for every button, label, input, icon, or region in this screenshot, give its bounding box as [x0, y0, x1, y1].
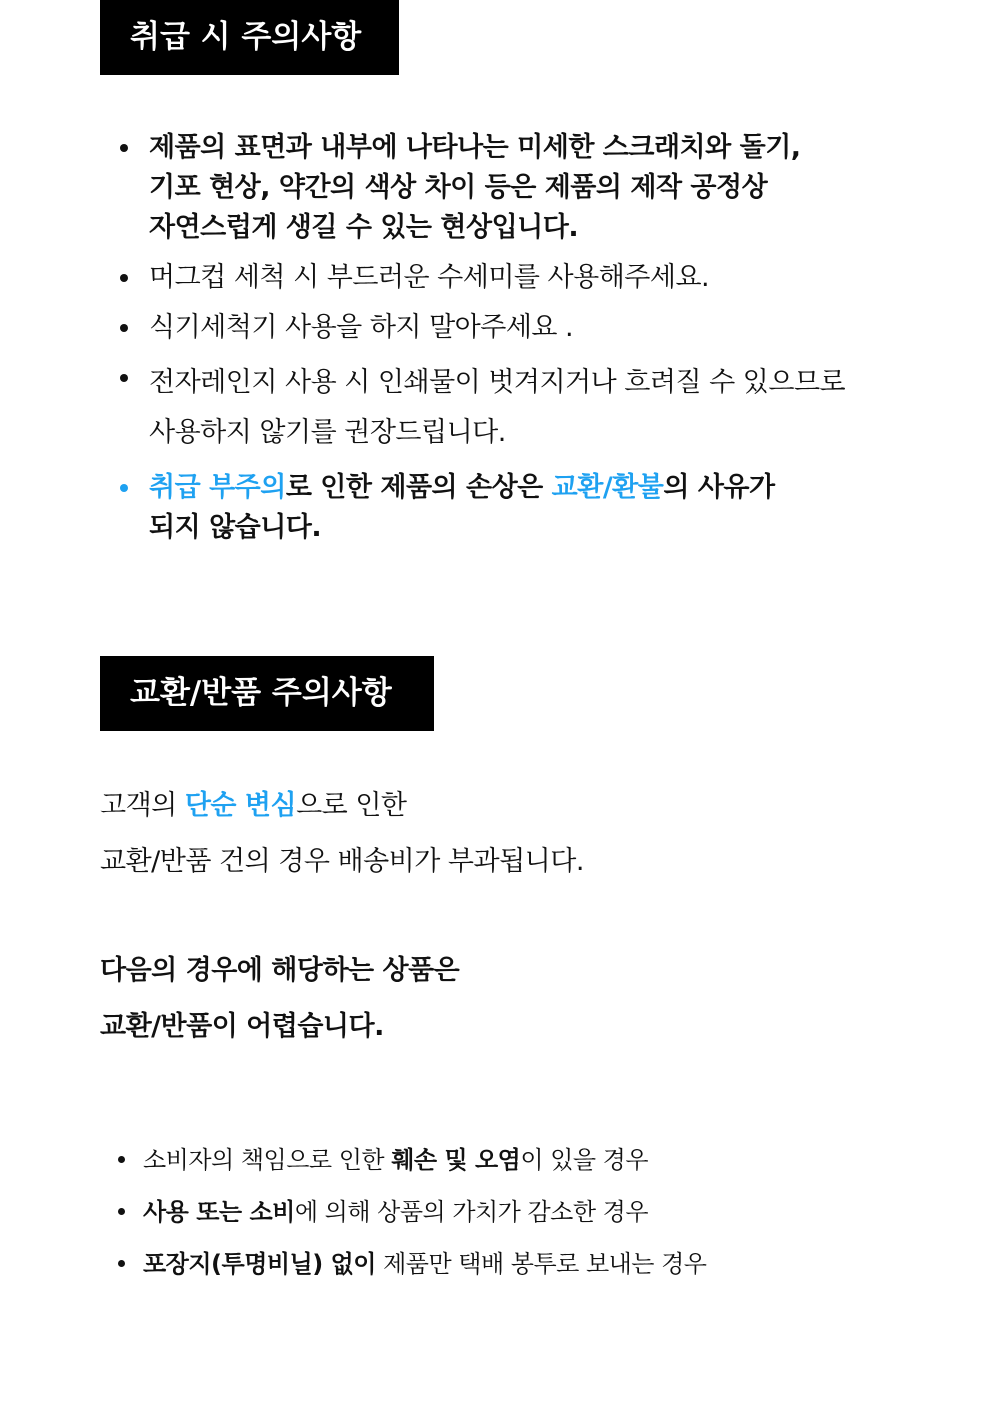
list-item: [143, 1238, 963, 1290]
para-line: [100, 778, 584, 834]
list-item-highlight: [149, 468, 939, 548]
item-bold-text: 사용 또는 소비: [143, 1198, 295, 1226]
item-bold-text: 포장지(투명비닐) 없이: [143, 1250, 376, 1278]
item-line: 식기세척기 사용을 하지 말아주세요 .: [149, 312, 574, 343]
item-line: 머그컵 세척 시 부드러운 수세미를 사용해주세요.: [149, 262, 710, 293]
item-text: 의 사유가: [663, 472, 775, 503]
non-returnable-notice: [100, 943, 459, 1055]
notice-line: 교환/반품이 어렵습니다.: [100, 1011, 384, 1042]
accent-text: 단순 변심: [184, 790, 297, 821]
item-line: 전자레인지 사용 시 인쇄물이 벗겨지거나 흐려질 수 있으므로: [149, 367, 846, 398]
item-line: [149, 468, 939, 508]
list-item: [149, 258, 939, 298]
para-line: 교환/반품 건의 경우 배송비가 부과됩니다.: [100, 846, 584, 877]
list-item: [143, 1186, 963, 1238]
item-text: 소비자의 책임으로 인한: [143, 1146, 392, 1174]
handling-cautions-list: [149, 128, 939, 548]
list-item: [149, 308, 939, 348]
accent-text: 교환/환불: [551, 472, 664, 503]
handling-cautions-heading: 취급 시 주의사항: [100, 0, 399, 75]
item-line: 기포 현상, 약간의 색상 차이 등은 제품의 제작 공정상: [149, 172, 768, 203]
notice-line: 다음의 경우에 해당하는 상품은: [100, 955, 460, 986]
list-item: [149, 358, 939, 458]
exchange-cautions-heading: 교환/반품 주의사항: [100, 656, 434, 731]
non-returnable-list: [143, 1134, 963, 1290]
item-text: 로 인한 제품의 손상은: [285, 472, 552, 503]
item-text: 에 의해 상품의 가치가 감소한 경우: [294, 1198, 649, 1226]
shipping-fee-notice: [100, 778, 584, 890]
accent-text: 취급 부주의: [149, 472, 286, 503]
list-item: [143, 1134, 963, 1186]
item-line: 제품의 표면과 내부에 나타나는 미세한 스크래치와 돌기,: [149, 132, 801, 163]
item-line: 되지 않습니다.: [149, 512, 322, 543]
item-text: 이 있을 경우: [520, 1146, 649, 1174]
item-line: 사용하지 않기를 권장드립니다.: [149, 417, 506, 448]
para-text: 고객의: [100, 790, 185, 821]
para-text: 으로 인한: [296, 790, 407, 821]
item-bold-text: 훼손 및 오염: [391, 1146, 521, 1174]
item-text: 제품만 택배 봉투로 보내는 경우: [375, 1250, 707, 1278]
item-line: 자연스럽게 생길 수 있는 현상입니다.: [149, 212, 579, 243]
list-item: [149, 128, 939, 248]
